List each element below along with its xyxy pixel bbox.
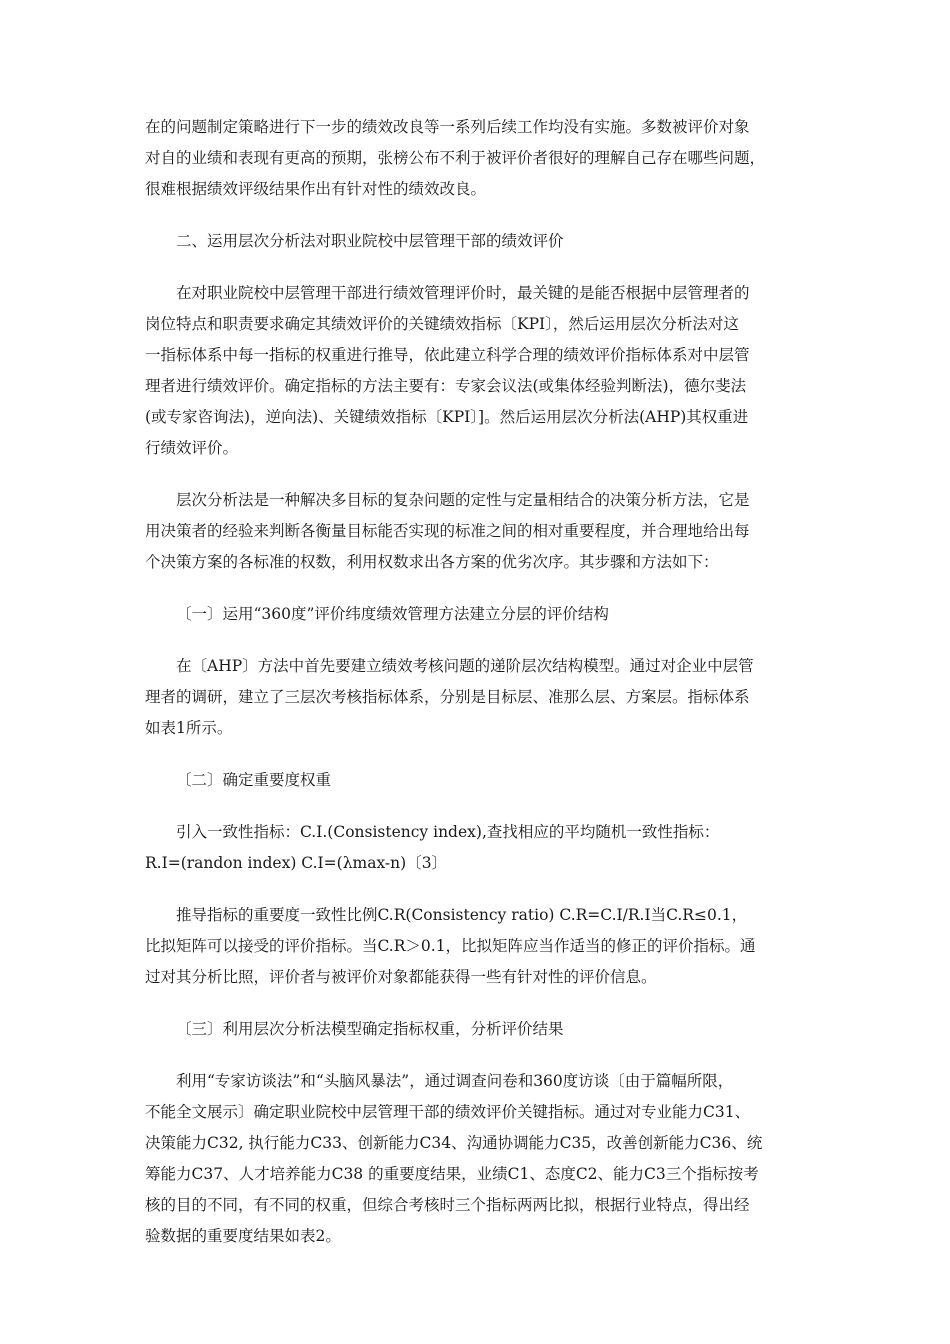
text-line: 过对其分析比照，评价者与被评价对象都能获得一些有针对性的评价信息。 [145, 968, 657, 986]
text-line: 对自的业绩和表现有更高的预期，张榜公布不利于被评价者很好的理解自己存在哪些问题， [145, 149, 766, 167]
text-line: 引入一致性指标：C.I.(Consistency index),查找相应的平均随机一致性指标： [176, 823, 720, 841]
text-line: 个决策方案的各标准的权数，利用权数求出各方案的优劣次序。其步骤和方法如下： [145, 553, 719, 571]
subsection-heading-2: 〔二〕确定重要度权重 [176, 771, 332, 789]
text-line: 很难根据绩效评级结果作出有针对性的绩效改良。 [145, 180, 487, 198]
text-line: 一指标体系中每一指标的权重进行推导，依此建立科学合理的绩效评价指标体系对中层管 [145, 346, 750, 364]
text-line: 层次分析法是一种解决多目标的复杂问题的定性与定量相结合的决策分析方法，它是 [176, 491, 750, 509]
text-line: 筹能力C37、人才培养能力C38 的重要度结果，业绩C1、态度C2、能力C3三个指标按考 [145, 1165, 759, 1183]
text-line: 行绩效评价。 [145, 439, 239, 457]
text-line: 岗位特点和职责要求确定其绩效评价的关键绩效指标〔KPI〕，然后运用层次分析法对这 [145, 315, 739, 333]
text-line: 在〔AHP〕方法中首先要建立绩效考核问题的递阶层次结构模型。通过对企业中层管 [176, 657, 754, 675]
text-line: 理者进行绩效评价。确定指标的方法主要有：专家会议法(或集体经验判断法)，德尔斐法 [145, 377, 747, 395]
paragraph-consistency-ratio [145, 900, 805, 993]
paragraph-kpi [145, 278, 805, 464]
text-line: 核的目的不同，有不同的权重，但综合考核时三个指标两两比拟，根据行业特点，得出经 [145, 1196, 750, 1214]
section-heading-2: 二、运用层次分析法对职业院校中层管理干部的绩效评价 [176, 232, 564, 250]
paragraph-consistency-index [145, 817, 805, 879]
text-line: 在的问题制定策略进行下一步的绩效改良等一系列后续工作均没有实施。多数被评价对象 [145, 118, 750, 136]
text-line: R.I=(randon index) C.I=(λmax-n)〔3〕 [145, 854, 448, 872]
text-line: 不能全文展示〕确定职业院校中层管理干部的绩效评价关键指标。通过对专业能力C31、 [145, 1103, 751, 1121]
text-line: 如表1所示。 [145, 719, 233, 737]
text-line: 比拟矩阵可以接受的评价指标。当C.R＞0.1，比拟矩阵应当作适当的修正的评价指标。通 [145, 937, 756, 955]
text-line: 验数据的重要度结果如表2。 [145, 1227, 341, 1245]
text-line: 理者的调研，建立了三层次考核指标体系，分别是目标层、准那么层、方案层。指标体系 [145, 688, 750, 706]
paragraph-ahp-intro [145, 485, 805, 578]
text-line: 在对职业院校中层管理干部进行绩效管理评价时，最关键的是能否根据中层管理者的 [176, 284, 750, 302]
text-line: 利用“专家访谈法”和“头脑风暴法”，通过调查问卷和360度访谈〔由于篇幅所限， [176, 1072, 734, 1090]
text-line: 用决策者的经验来判断各衡量目标能否实现的标准之间的相对重要程度，并合理地给出每 [145, 522, 750, 540]
text-line: 推导指标的重要度一致性比例C.R(Consistency ratio) C.R=C.I/R.I当C.R≤0.1， [176, 906, 748, 924]
text-line: (或专家咨询法)，逆向法)、关键绩效指标〔KPI〕]。然后运用层次分析法(AHP)其权重进 [145, 408, 749, 426]
document-body [145, 112, 805, 1252]
subsection-heading-3: 〔三〕利用层次分析法模型确定指标权重，分析评价结果 [176, 1020, 564, 1038]
paragraph-continuation [145, 112, 805, 205]
subsection-heading-1: 〔一〕运用“360度”评价纬度绩效管理方法建立分层的评价结构 [176, 605, 609, 623]
text-line: 决策能力C32, 执行能力C33、创新能力C34、沟通协调能力C35，改善创新能力C36、统 [145, 1134, 763, 1152]
paragraph-hierarchy [145, 651, 805, 744]
paragraph-weights [145, 1066, 805, 1252]
